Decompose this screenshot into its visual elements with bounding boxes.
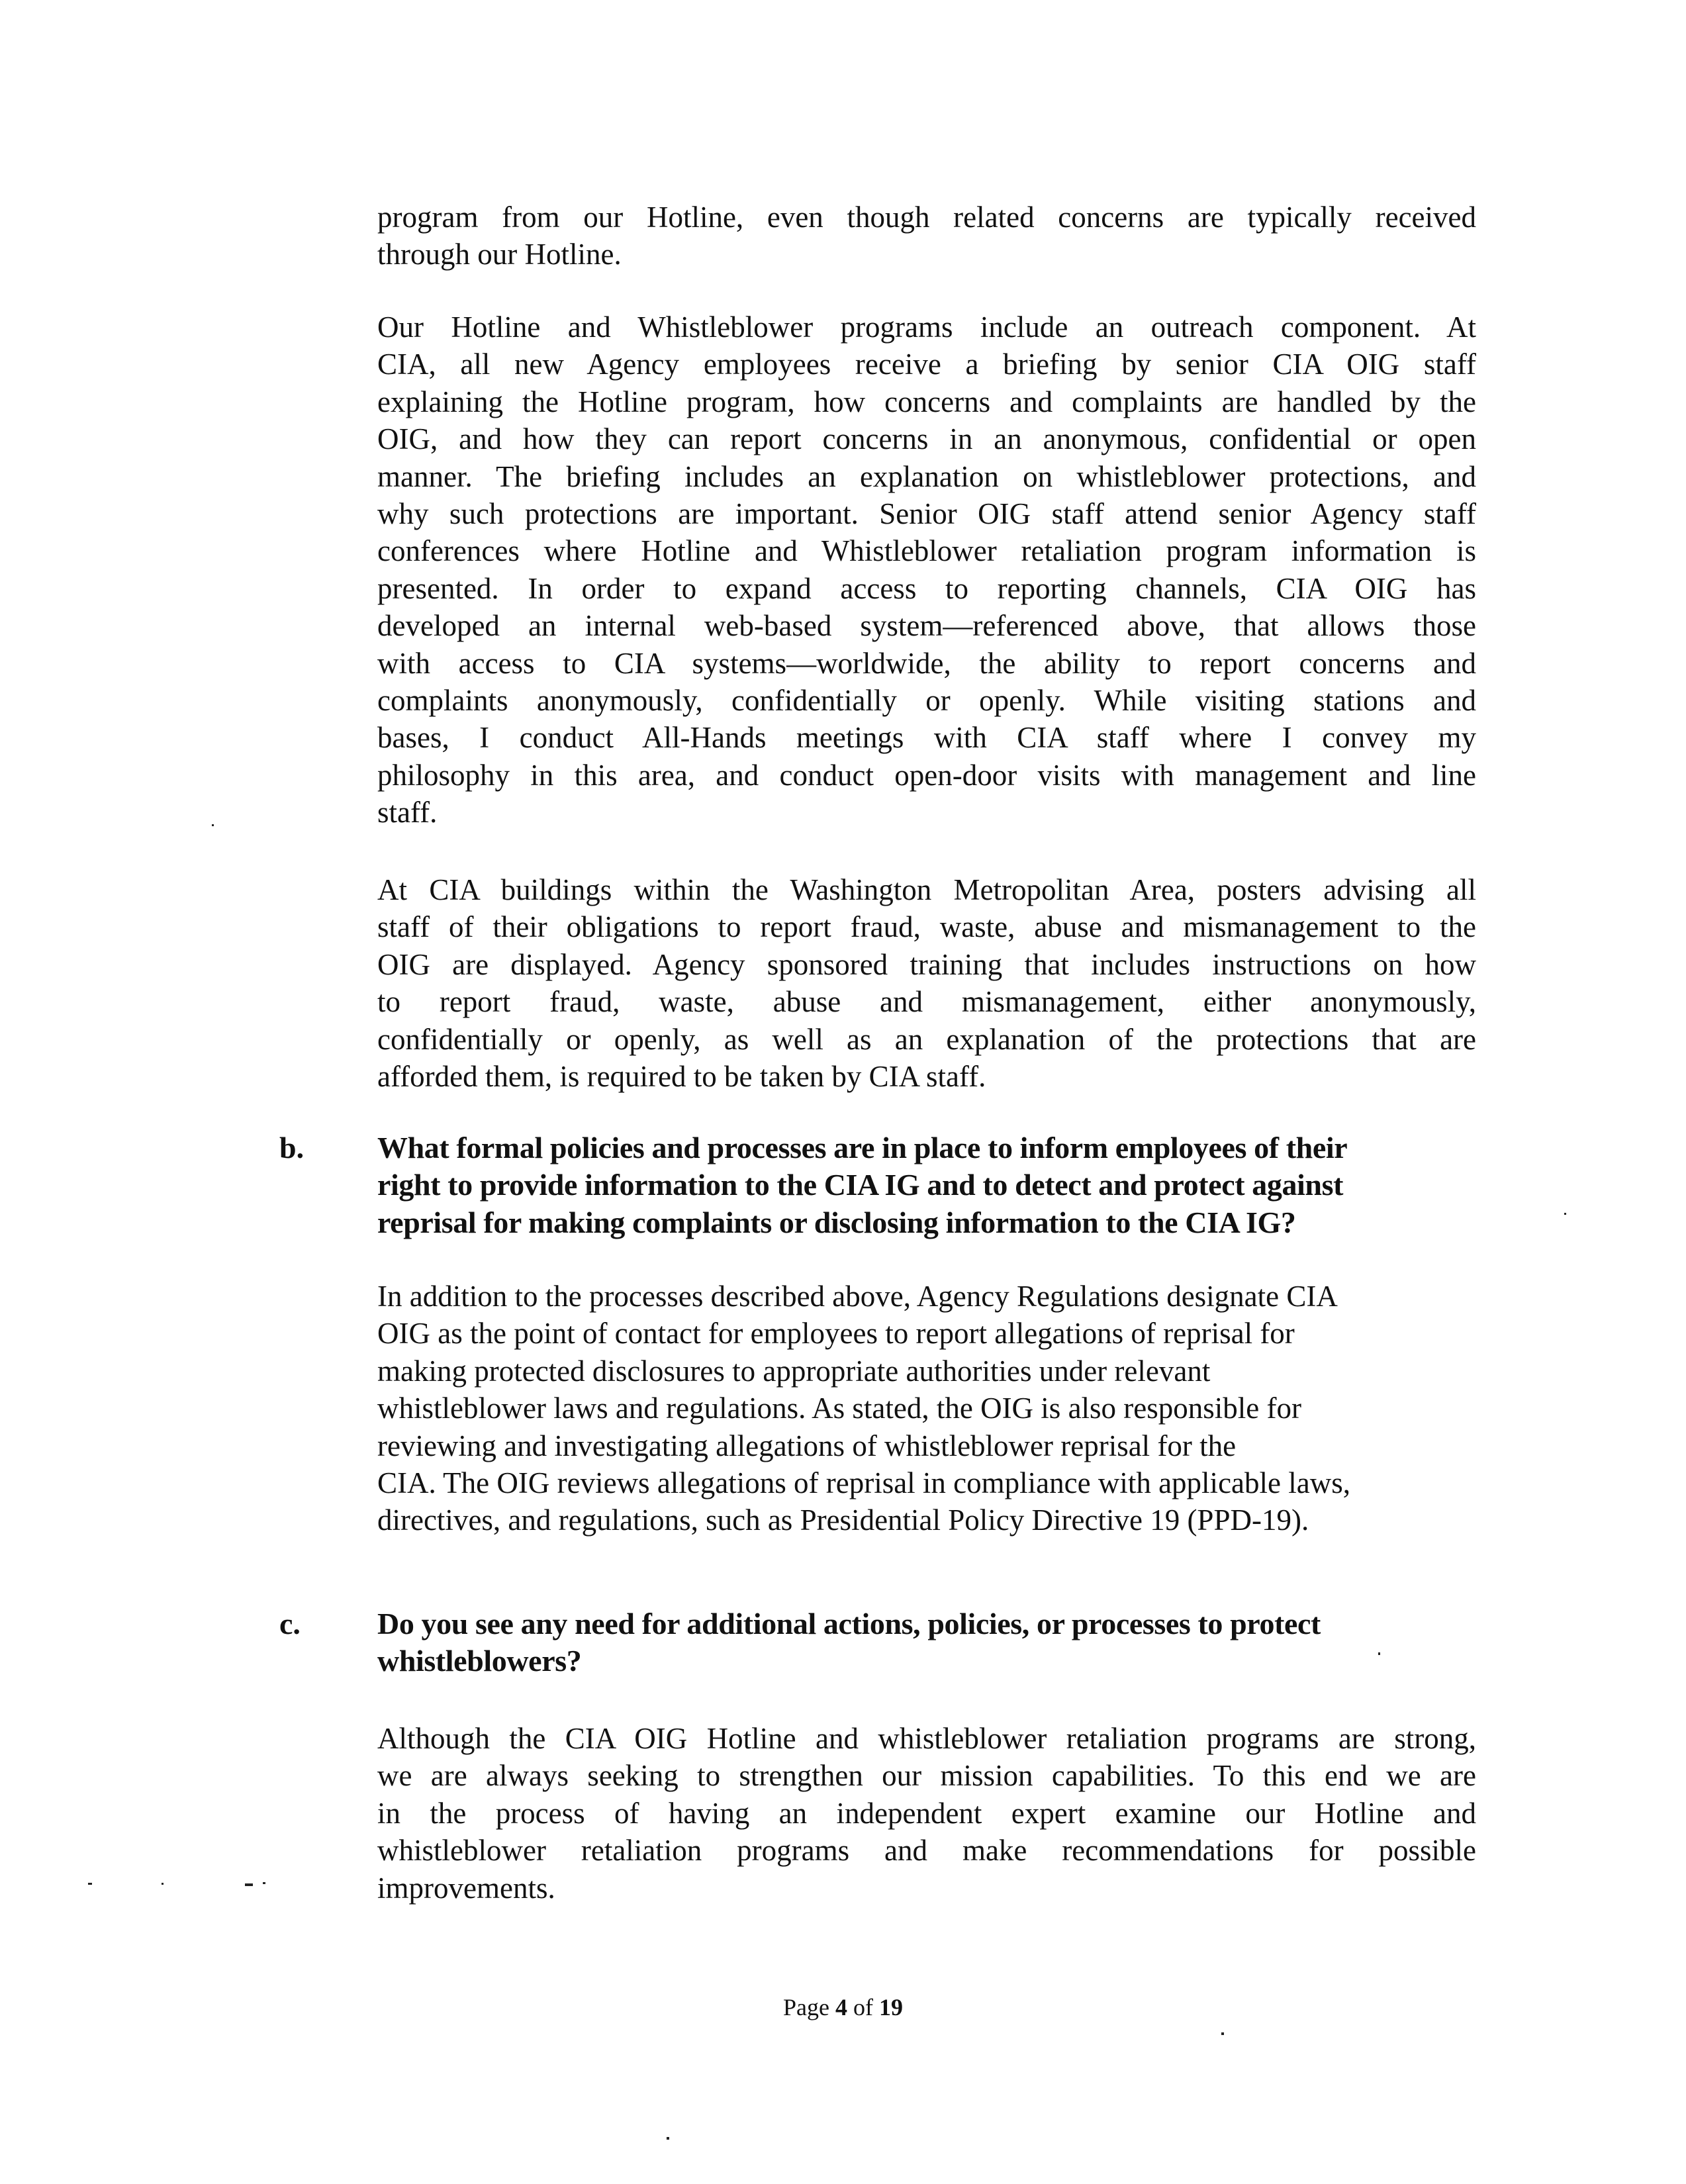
question-line: whistleblowers? [377,1644,582,1678]
text-line: making protected disclosures to appropriate authorities under relevant [377,1354,1211,1388]
text-line: At CIA buildings within the Washington Metropolitan Area, posters advising all [377,873,1476,906]
page-number: 4 [835,1994,847,2020]
text-line: reviewing and investigating allegations of whistleblower reprisal for the [377,1429,1237,1462]
text-line: with access to CIA systems—worldwide, the ability to report concerns and [377,646,1476,680]
scan-artifact [212,824,214,826]
scan-artifact [88,1883,92,1885]
question-marker-c: c. [279,1607,301,1640]
question-line: right to provide information to the CIA IG and to detect and protect against [377,1168,1344,1202]
answer-b-paragraph [377,1278,1476,1539]
paragraph-hotline-continuation [377,199,1476,273]
question-line: Do you see any need for additional actions, policies, or processes to protect [377,1607,1321,1640]
text-line: confidentially or openly, as well as an explanation of the protections that are [377,1022,1476,1056]
text-line: OIG, and how they can report concerns in an anonymous, confidential or open [377,422,1476,456]
scan-artifact [263,1882,265,1884]
text-line: OIG as the point of contact for employees to report allegations of reprisal for [377,1317,1295,1351]
text-line: developed an internal web-based system—referenced above, that allows those [377,609,1476,643]
text-line: presented. In order to expand access to reporting channels, CIA OIG has [377,571,1476,605]
text-line: staff. [377,796,438,830]
text-line: Our Hotline and Whistleblower programs include an outreach component. At [377,310,1476,344]
question-c-heading [377,1605,1476,1680]
question-line: reprisal for making complaints or disclosing information to the CIA IG? [377,1205,1296,1239]
scan-artifact [1221,2032,1224,2035]
text-line: conferences where Hotline and Whistleblower retaliation program information is [377,534,1476,568]
page-footer [0,1991,1686,2023]
text-line: in the process of having an independent expert examine our Hotline and [377,1796,1476,1830]
text-line: why such protections are important. Senior OIG staff attend senior Agency staff [377,497,1476,530]
text-line: In addition to the processes described above, Agency Regulations designate CIA [377,1280,1338,1313]
question-line: What formal policies and processes are in place to inform employees of their [377,1131,1348,1164]
text-line: afforded them, is required to be taken by CIA staff. [377,1059,986,1093]
scan-artifact [667,2137,669,2140]
text-line: through our Hotline. [377,238,622,271]
page-label: Page [783,1994,829,2020]
text-line: Although the CIA OIG Hotline and whistleblower retaliation programs are strong, [377,1722,1476,1755]
text-line: whistleblower laws and regulations. As stated, the OIG is also responsible for [377,1392,1301,1425]
answer-c-paragraph [377,1720,1476,1907]
of-label: of [853,1994,873,2020]
text-line: bases, I conduct All-Hands meetings with CIA staff where I convey my [377,721,1476,755]
text-line: OIG are displayed. Agency sponsored training that includes instructions on how [377,947,1476,981]
scan-artifact [245,1883,253,1886]
paragraph-outreach [377,309,1476,831]
text-line: directives, and regulations, such as Presidential Policy Directive 19 (PPD-19). [377,1503,1309,1537]
paragraph-posters-training [377,871,1476,1095]
question-b-heading [377,1129,1476,1241]
text-line: explaining the Hotline program, how concerns and complaints are handled by the [377,385,1476,418]
text-line: staff of their obligations to report fraud, waste, abuse and mismanagement to the [377,910,1476,944]
text-line: manner. The briefing includes an explanation on whistleblower protections, and [377,459,1476,493]
scan-artifact [1378,1652,1380,1655]
text-line: whistleblower retaliation programs and make recommendations for possible [377,1834,1476,1868]
text-line: improvements. [377,1871,555,1905]
total-pages: 19 [878,1994,903,2020]
text-line: philosophy in this area, and conduct open-door visits with management and line [377,758,1476,792]
text-line: program from our Hotline, even though related concerns are typically received [377,201,1476,234]
scan-artifact [1564,1213,1566,1215]
scan-artifact [162,1883,164,1885]
text-line: we are always seeking to strengthen our mission capabilities. To this end we are [377,1759,1476,1793]
text-line: CIA. The OIG reviews allegations of reprisal in compliance with applicable laws, [377,1466,1350,1499]
text-line: to report fraud, waste, abuse and mismanagement, either anonymously, [377,985,1476,1019]
text-line: complaints anonymously, confidentially or openly. While visiting stations and [377,683,1476,717]
text-line: CIA, all new Agency employees receive a briefing by senior CIA OIG staff [377,348,1476,381]
question-marker-b: b. [279,1131,304,1164]
